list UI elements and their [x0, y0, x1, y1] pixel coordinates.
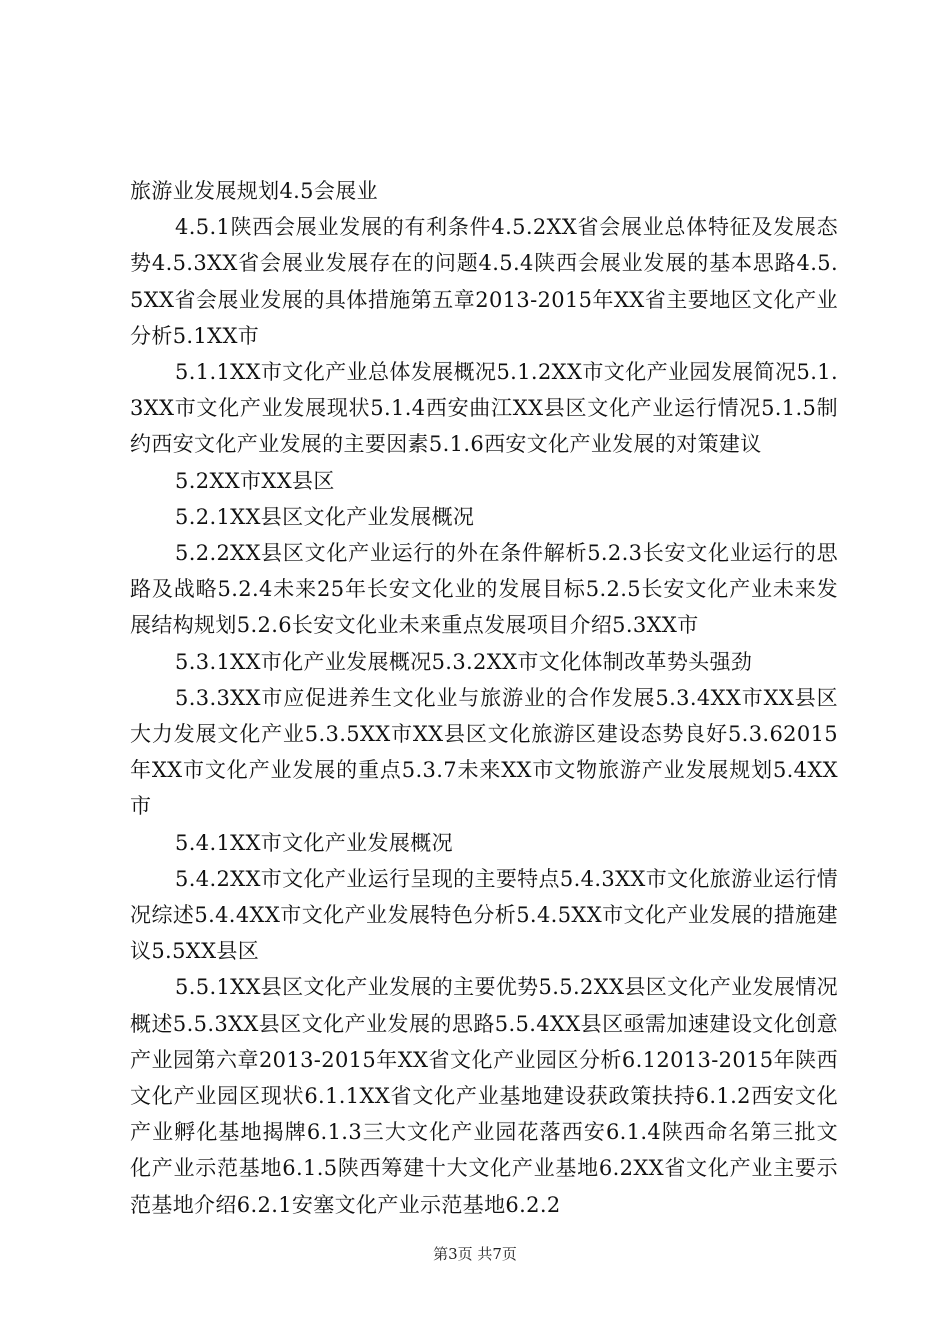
document-body	[130, 173, 838, 1223]
paragraph: 5.3.1XX市化产业发展概况5.3.2XX市文化体制改革势头强劲	[175, 649, 753, 674]
paragraph: 5.2XX市XX县区	[175, 468, 335, 493]
paragraph: 5.2.1XX县区文化产业发展概况	[175, 504, 475, 529]
paragraph: 5.3.3XX市应促进养生文化业与旅游业的合作发展5.3.4XX市XX县区大力发展文化产业5.3.5XX市XX县区文化旅游区建设态势良好5.3.62015年XX市文化产业发展的重点5.3.7未来XX市文物旅游产业发展规划5.4XX市	[130, 685, 838, 819]
paragraph: 5.5.1XX县区文化产业发展的主要优势5.5.2XX县区文化产业发展情况概述5.5.3XX县区文化产业发展的思路5.5.4XX县区亟需加速建设文化创意产业园第六章2013-2015年XX省文化产业园区分析6.12013-2015年陕西文化产业园区现状6.1.1XX省文化产业基地建设获政策扶持6.1.2西安文化产业孵化基地揭牌6.1.3三大文化产业园花落西安6.1.4陕西命名第三批文化产业示范基地6.1.5陕西筹建十大文化产业基地6.2XX省文化产业主要示范基地介绍6.2.1安塞文化产业示范基地6.2.2	[130, 975, 838, 1217]
paragraph: 5.4.2XX市文化产业运行呈现的主要特点5.4.3XX市文化旅游业运行情况综述5.4.4XX市文化产业发展特色分析5.4.5XX市文化产业发展的措施建议5.5XX县区	[130, 866, 838, 964]
paragraph: 5.1.1XX市文化产业总体发展概况5.1.2XX市文化产业园发展简况5.1.3XX市文化产业发展现状5.1.4西安曲江XX县区文化产业运行情况5.1.5制约西安文化产业发展的主要因素5.1.6西安文化产业发展的对策建议	[130, 360, 838, 457]
paragraph: 4.5.1陕西会展业发展的有利条件4.5.2XX省会展业总体特征及发展态势4.5.3XX省会展业发展存在的问题4.5.4陕西会展业发展的基本思路4.5.5XX省会展业发展的具体措施第五章2013-2015年XX省主要地区文化产业分析5.1XX市	[130, 215, 838, 348]
page-number-footer: 第3页 共7页	[433, 1245, 517, 1263]
paragraph: 5.2.2XX县区文化产业运行的外在条件解析5.2.3长安文化业运行的思路及战略5.2.4未来25年长安文化业的发展目标5.2.5长安文化产业未来发展结构规划5.2.6长安文化业未来重点发展项目介绍5.3XX市	[130, 541, 838, 638]
paragraph: 旅游业发展规划4.5会展业	[130, 179, 378, 203]
paragraph: 5.4.1XX市文化产业发展概况	[175, 830, 453, 855]
